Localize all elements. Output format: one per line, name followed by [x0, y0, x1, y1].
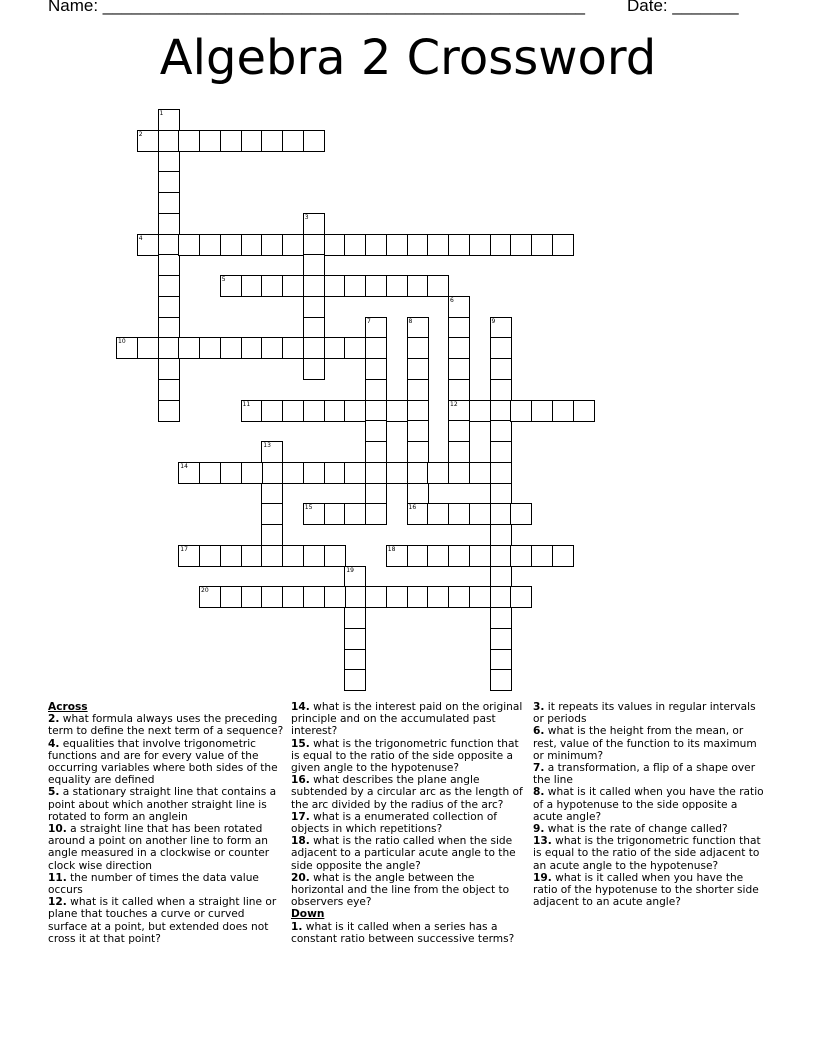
- clue-text: what is it called when a series has a constant ratio between successive terms?: [291, 920, 515, 945]
- grid-cell[interactable]: [490, 503, 512, 525]
- grid-cell[interactable]: [282, 400, 304, 422]
- grid-cell[interactable]: [407, 483, 429, 505]
- grid-cell[interactable]: [448, 296, 470, 318]
- grid-cell[interactable]: [303, 503, 325, 525]
- grid-cell[interactable]: [303, 586, 325, 608]
- grid-cell[interactable]: [407, 503, 429, 525]
- grid-cell[interactable]: [261, 524, 283, 546]
- grid-cell[interactable]: [490, 441, 512, 463]
- clue-number: 2.: [48, 713, 60, 726]
- grid-cell[interactable]: [490, 669, 512, 691]
- grid-cell[interactable]: [220, 545, 242, 567]
- across-clue: [291, 774, 527, 811]
- grid-cell[interactable]: [303, 462, 325, 484]
- down-clue: [533, 786, 769, 823]
- clue-text: what is it called when you have the ratio of a hypotenuse to the side opposite a acute angle?: [533, 786, 764, 823]
- clue-text: what is a enumerated collection of objects in which repetitions?: [291, 810, 498, 836]
- grid-cell[interactable]: [490, 379, 512, 401]
- grid-cell[interactable]: [178, 234, 200, 256]
- grid-cell[interactable]: [365, 275, 387, 297]
- grid-cell[interactable]: [365, 400, 387, 422]
- grid-cell[interactable]: [490, 649, 512, 671]
- grid-cell[interactable]: [220, 337, 242, 359]
- grid-cell[interactable]: [531, 400, 553, 422]
- clue-number: 6.: [533, 725, 545, 738]
- clue-number: 15.: [291, 737, 310, 750]
- grid-cell[interactable]: [427, 462, 449, 484]
- grid-cell[interactable]: [344, 234, 366, 256]
- grid-cell[interactable]: [303, 275, 325, 297]
- grid-cell[interactable]: [407, 234, 429, 256]
- grid-cell[interactable]: [552, 234, 574, 256]
- grid-cell[interactable]: [365, 441, 387, 463]
- grid-cell[interactable]: [490, 358, 512, 380]
- grid-cell[interactable]: [448, 503, 470, 525]
- grid-cell[interactable]: [303, 545, 325, 567]
- grid-cell[interactable]: [490, 586, 512, 608]
- grid-cell[interactable]: [158, 358, 180, 380]
- grid-cell[interactable]: [137, 337, 159, 359]
- grid-cell[interactable]: [199, 545, 221, 567]
- grid-cell[interactable]: [261, 337, 283, 359]
- grid-cell[interactable]: [448, 441, 470, 463]
- grid-cell[interactable]: [261, 275, 283, 297]
- grid-cell[interactable]: [241, 275, 263, 297]
- grid-cell[interactable]: [490, 607, 512, 629]
- clue-text: what is the angle between the horizontal and the line from the object to observers eye?: [291, 871, 510, 909]
- clue-number: 9.: [533, 823, 545, 836]
- grid-cell[interactable]: [365, 483, 387, 505]
- clue-number-label: 17: [180, 545, 188, 553]
- grid-cell[interactable]: [552, 400, 574, 422]
- grid-cell[interactable]: [158, 192, 180, 214]
- grid-cell[interactable]: [510, 503, 532, 525]
- across-clue: [48, 786, 284, 823]
- grid-cell[interactable]: [220, 586, 242, 608]
- grid-cell[interactable]: [427, 503, 449, 525]
- grid-cell[interactable]: [490, 483, 512, 505]
- grid-cell[interactable]: [490, 566, 512, 588]
- clue-text: the number of times the data value occurs: [48, 871, 259, 897]
- across-clue: [48, 823, 284, 872]
- grid-cell[interactable]: [365, 462, 387, 484]
- clue-number: 11.: [48, 871, 67, 884]
- grid-cell[interactable]: [386, 275, 408, 297]
- grid-cell[interactable]: [261, 130, 283, 152]
- clue-number: 13.: [533, 835, 552, 848]
- grid-cell[interactable]: [386, 400, 408, 422]
- clue-text: what is it called when a straight line or plane that touches a curve or curved surface at a point, but extended does not cross it at that point?: [48, 896, 277, 945]
- grid-cell[interactable]: [158, 171, 180, 193]
- clue-number-label: 3: [304, 213, 309, 221]
- clue-number-label: 13: [263, 442, 271, 449]
- across-clue: [48, 896, 284, 945]
- grid-cell[interactable]: [490, 400, 512, 422]
- clue-number: 1.: [291, 920, 303, 933]
- grid-cell[interactable]: [407, 586, 429, 608]
- clue-text: what is the trigonometric function that is equal to the ratio of the side adjacent to an acute angle to the hypotenuse?: [533, 835, 761, 872]
- grid-cell[interactable]: [365, 317, 387, 339]
- name-field: Name: ___________________________________________________: [48, 0, 585, 15]
- clue-number: 16.: [291, 774, 310, 787]
- clue-number-label: 15: [304, 504, 313, 512]
- clue-number: 17.: [291, 810, 310, 823]
- grid-cell[interactable]: [469, 503, 491, 525]
- grid-cell[interactable]: [510, 545, 532, 567]
- grid-cell[interactable]: [158, 337, 180, 359]
- grid-cell[interactable]: [448, 317, 470, 339]
- grid-cell[interactable]: [365, 586, 387, 608]
- grid-cell[interactable]: [344, 628, 366, 650]
- grid-cell[interactable]: [344, 607, 366, 629]
- grid-cell[interactable]: [158, 296, 180, 318]
- clue-text: what is the height from the mean, or rest, value of the function to its maximum or minimum?: [533, 725, 757, 762]
- clue-text: it repeats its values in regular intervals or periods: [533, 701, 756, 726]
- grid-cell[interactable]: [116, 337, 138, 359]
- grid-cell[interactable]: [365, 503, 387, 525]
- grid-cell[interactable]: [199, 462, 221, 484]
- clue-number-label: 11: [242, 400, 251, 408]
- grid-cell[interactable]: [199, 130, 221, 152]
- grid-cell[interactable]: [178, 130, 200, 152]
- grid-cell[interactable]: [241, 545, 263, 567]
- grid-cell[interactable]: [427, 275, 449, 297]
- grid-cell[interactable]: [407, 441, 429, 463]
- grid-cell[interactable]: [158, 130, 180, 152]
- grid-cell[interactable]: [490, 462, 512, 484]
- grid-cell[interactable]: [531, 234, 553, 256]
- grid-cell[interactable]: [261, 586, 283, 608]
- grid-cell[interactable]: [220, 234, 242, 256]
- grid-cell[interactable]: [220, 130, 242, 152]
- grid-cell[interactable]: [407, 317, 429, 339]
- grid-cell[interactable]: [324, 400, 346, 422]
- grid-cell[interactable]: [303, 400, 325, 422]
- grid-cell[interactable]: [282, 275, 304, 297]
- grid-cell[interactable]: [303, 337, 325, 359]
- grid-cell[interactable]: [303, 358, 325, 380]
- clue-text: what is it called when you have the ratio of the hypotenuse to the shorter side adjacent to an acute angle?: [533, 871, 759, 909]
- grid-cell[interactable]: [407, 275, 429, 297]
- down-clue: [533, 835, 769, 872]
- grid-cell[interactable]: [158, 213, 180, 235]
- grid-cell[interactable]: [324, 234, 346, 256]
- grid-cell[interactable]: [158, 379, 180, 401]
- date-field: Date: _______: [627, 0, 739, 15]
- clue-number: 5.: [48, 786, 60, 799]
- across-clue: [48, 872, 284, 896]
- grid-cell[interactable]: [490, 234, 512, 256]
- grid-cell[interactable]: [407, 358, 429, 380]
- clue-text: what is the rate of change called?: [544, 823, 728, 836]
- grid-cell[interactable]: [469, 586, 491, 608]
- grid-cell[interactable]: [220, 462, 242, 484]
- grid-cell[interactable]: [324, 275, 346, 297]
- clue-number-label: 4: [138, 234, 143, 242]
- grid-cell[interactable]: [552, 545, 574, 567]
- clue-number: 12.: [48, 896, 67, 909]
- grid-cell[interactable]: [448, 379, 470, 401]
- grid-cell[interactable]: [158, 254, 180, 276]
- grid-cell[interactable]: [178, 462, 200, 484]
- grid-cell[interactable]: [303, 130, 325, 152]
- down-clue: [533, 725, 769, 762]
- grid-cell[interactable]: [365, 420, 387, 442]
- grid-cell[interactable]: [344, 275, 366, 297]
- clue-number-label: 19: [346, 566, 354, 574]
- grid-cell[interactable]: [427, 586, 449, 608]
- grid-cell[interactable]: [490, 337, 512, 359]
- page-title: Algebra 2 Crossword: [159, 30, 657, 86]
- clue-column-3: [533, 701, 769, 908]
- grid-cell[interactable]: [158, 109, 180, 131]
- across-heading: Across: [48, 701, 88, 713]
- grid-cell[interactable]: [303, 213, 325, 235]
- grid-cell[interactable]: [448, 358, 470, 380]
- down-clue: [533, 823, 769, 835]
- grid-cell[interactable]: [386, 462, 408, 484]
- grid-cell[interactable]: [407, 420, 429, 442]
- clue-text: equalities that involve trigonometric functions and are for every value of the occurring variables where both sides of the equality are defined: [48, 737, 278, 787]
- grid-cell[interactable]: [344, 462, 366, 484]
- down-clue: [533, 762, 769, 786]
- clue-number-label: 9: [491, 317, 496, 325]
- clue-number: 4.: [48, 737, 60, 750]
- grid-cell[interactable]: [490, 545, 512, 567]
- grid-cell[interactable]: [261, 545, 283, 567]
- clue-column-1: [48, 701, 284, 945]
- grid-cell[interactable]: [469, 545, 491, 567]
- clue-number-label: 10: [118, 338, 126, 346]
- grid-cell[interactable]: [365, 358, 387, 380]
- grid-cell[interactable]: [324, 545, 346, 567]
- grid-cell[interactable]: [282, 337, 304, 359]
- grid-cell[interactable]: [448, 462, 470, 484]
- grid-cell[interactable]: [137, 234, 159, 256]
- clue-number-label: 5: [221, 276, 226, 283]
- grid-cell[interactable]: [386, 234, 408, 256]
- grid-cell[interactable]: [490, 628, 512, 650]
- grid-cell[interactable]: [365, 234, 387, 256]
- grid-cell[interactable]: [137, 130, 159, 152]
- grid-cell[interactable]: [448, 400, 470, 422]
- grid-cell[interactable]: [261, 503, 283, 525]
- grid-cell[interactable]: [282, 130, 304, 152]
- grid-cell[interactable]: [158, 151, 180, 173]
- across-clue: [291, 701, 527, 738]
- grid-cell[interactable]: [158, 400, 180, 422]
- grid-cell[interactable]: [282, 462, 304, 484]
- grid-cell[interactable]: [261, 234, 283, 256]
- grid-cell[interactable]: [407, 379, 429, 401]
- clue-text: what is the interest paid on the original principle and on the accumulated past interest?: [291, 701, 523, 738]
- grid-cell[interactable]: [241, 462, 263, 484]
- grid-cell[interactable]: [573, 400, 595, 422]
- grid-cell[interactable]: [365, 379, 387, 401]
- grid-cell[interactable]: [241, 337, 263, 359]
- down-clue: [291, 921, 527, 945]
- clue-text: what formula always uses the preceding term to define the next term of a sequence?: [48, 713, 284, 738]
- grid-cell[interactable]: [344, 669, 366, 691]
- clue-number-label: 2: [138, 130, 143, 138]
- grid-cell[interactable]: [282, 234, 304, 256]
- grid-cell[interactable]: [241, 586, 263, 608]
- grid-cell[interactable]: [386, 545, 408, 567]
- across-clue: [48, 738, 284, 787]
- grid-cell[interactable]: [448, 586, 470, 608]
- grid-cell[interactable]: [241, 130, 263, 152]
- clue-number-label: 6: [450, 296, 454, 304]
- down-heading: Down: [291, 908, 325, 921]
- grid-cell[interactable]: [490, 524, 512, 546]
- grid-cell[interactable]: [324, 503, 346, 525]
- down-clue: [533, 872, 769, 909]
- grid-cell[interactable]: [261, 462, 283, 484]
- clue-number: 14.: [291, 701, 310, 713]
- grid-cell[interactable]: [448, 234, 470, 256]
- grid-cell[interactable]: [324, 586, 346, 608]
- grid-cell[interactable]: [510, 234, 532, 256]
- grid-cell[interactable]: [531, 545, 553, 567]
- grid-cell[interactable]: [241, 400, 263, 422]
- clue-number: 19.: [533, 871, 552, 884]
- clue-text: what is the ratio called when the side adjacent to a particular acute angle to the side opposite the angle?: [291, 835, 516, 872]
- grid-cell[interactable]: [344, 586, 366, 608]
- grid-cell[interactable]: [199, 337, 221, 359]
- clue-number: 8.: [533, 786, 545, 799]
- clue-text: what is the trigonometric function that is equal to the ratio of the side opposite a given angle to the hypotenuse?: [291, 737, 519, 775]
- grid-cell[interactable]: [344, 566, 366, 588]
- clue-number-label: 20: [201, 587, 209, 595]
- grid-cell[interactable]: [448, 337, 470, 359]
- grid-cell[interactable]: [469, 400, 491, 422]
- grid-cell[interactable]: [158, 275, 180, 297]
- across-clue: [291, 738, 527, 775]
- grid-cell[interactable]: [303, 317, 325, 339]
- grid-cell[interactable]: [427, 234, 449, 256]
- grid-cell[interactable]: [448, 420, 470, 442]
- clue-number-label: 14: [180, 462, 188, 470]
- across-clue: [291, 811, 527, 835]
- grid-cell[interactable]: [344, 649, 366, 671]
- grid-cell[interactable]: [158, 234, 180, 256]
- grid-cell[interactable]: [241, 234, 263, 256]
- grid-cell[interactable]: [490, 420, 512, 442]
- across-clue: [291, 872, 527, 909]
- grid-cell[interactable]: [261, 483, 283, 505]
- grid-cell[interactable]: [510, 586, 532, 608]
- grid-cell[interactable]: [282, 545, 304, 567]
- clue-number-label: 8: [408, 317, 413, 325]
- grid-cell[interactable]: [303, 254, 325, 276]
- grid-cell[interactable]: [324, 337, 346, 359]
- clue-text: a transformation, a flip of a shape over the line: [533, 762, 756, 787]
- clue-number-label: 18: [387, 545, 396, 553]
- grid-cell[interactable]: [178, 545, 200, 567]
- clue-number: 7.: [533, 762, 545, 775]
- grid-cell[interactable]: [448, 545, 470, 567]
- grid-cell[interactable]: [303, 234, 325, 256]
- clue-number: 20.: [291, 871, 310, 884]
- across-clue: [291, 835, 527, 872]
- grid-cell[interactable]: [303, 296, 325, 318]
- grid-cell[interactable]: [344, 400, 366, 422]
- grid-cell[interactable]: [178, 337, 200, 359]
- across-clue: [48, 713, 284, 737]
- grid-cell[interactable]: [199, 234, 221, 256]
- grid-cell[interactable]: [261, 400, 283, 422]
- grid-cell[interactable]: [469, 234, 491, 256]
- grid-cell[interactable]: [407, 400, 429, 422]
- grid-cell[interactable]: [407, 462, 429, 484]
- grid-cell[interactable]: [158, 317, 180, 339]
- grid-cell[interactable]: [407, 337, 429, 359]
- grid-cell[interactable]: [324, 462, 346, 484]
- clue-number-label: 7: [367, 317, 371, 325]
- grid-cell[interactable]: [490, 317, 512, 339]
- clue-text: a stationary straight line that contains a point about which another straight line is rotated to form an anglein: [48, 786, 277, 823]
- grid-cell[interactable]: [344, 503, 366, 525]
- grid-cell[interactable]: [510, 400, 532, 422]
- clue-number-label: 12: [450, 400, 458, 408]
- clue-number-label: 1: [159, 110, 164, 117]
- grid-cell[interactable]: [282, 586, 304, 608]
- clue-column-2: [291, 701, 527, 945]
- grid-cell[interactable]: [220, 275, 242, 297]
- grid-cell[interactable]: [469, 462, 491, 484]
- grid-cell[interactable]: [427, 545, 449, 567]
- grid-cell[interactable]: [199, 586, 221, 608]
- grid-cell[interactable]: [386, 586, 408, 608]
- grid-cell[interactable]: [261, 441, 283, 463]
- clue-number: 3.: [533, 701, 545, 713]
- clue-number: 10.: [48, 823, 67, 836]
- down-clue: [533, 701, 769, 725]
- clue-number: 18.: [291, 835, 310, 848]
- grid-cell[interactable]: [407, 545, 429, 567]
- clue-text: a straight line that has been rotated around a point on another line to form an angle measured in a clockwise or counter clock wise direction: [48, 823, 270, 872]
- grid-cell[interactable]: [365, 337, 387, 359]
- clue-text: what describes the plane angle subtended by a circular arc as the length of the arc divided by the radius of the arc?: [291, 774, 523, 811]
- clue-number-label: 16: [408, 504, 417, 512]
- grid-cell[interactable]: [344, 337, 366, 359]
